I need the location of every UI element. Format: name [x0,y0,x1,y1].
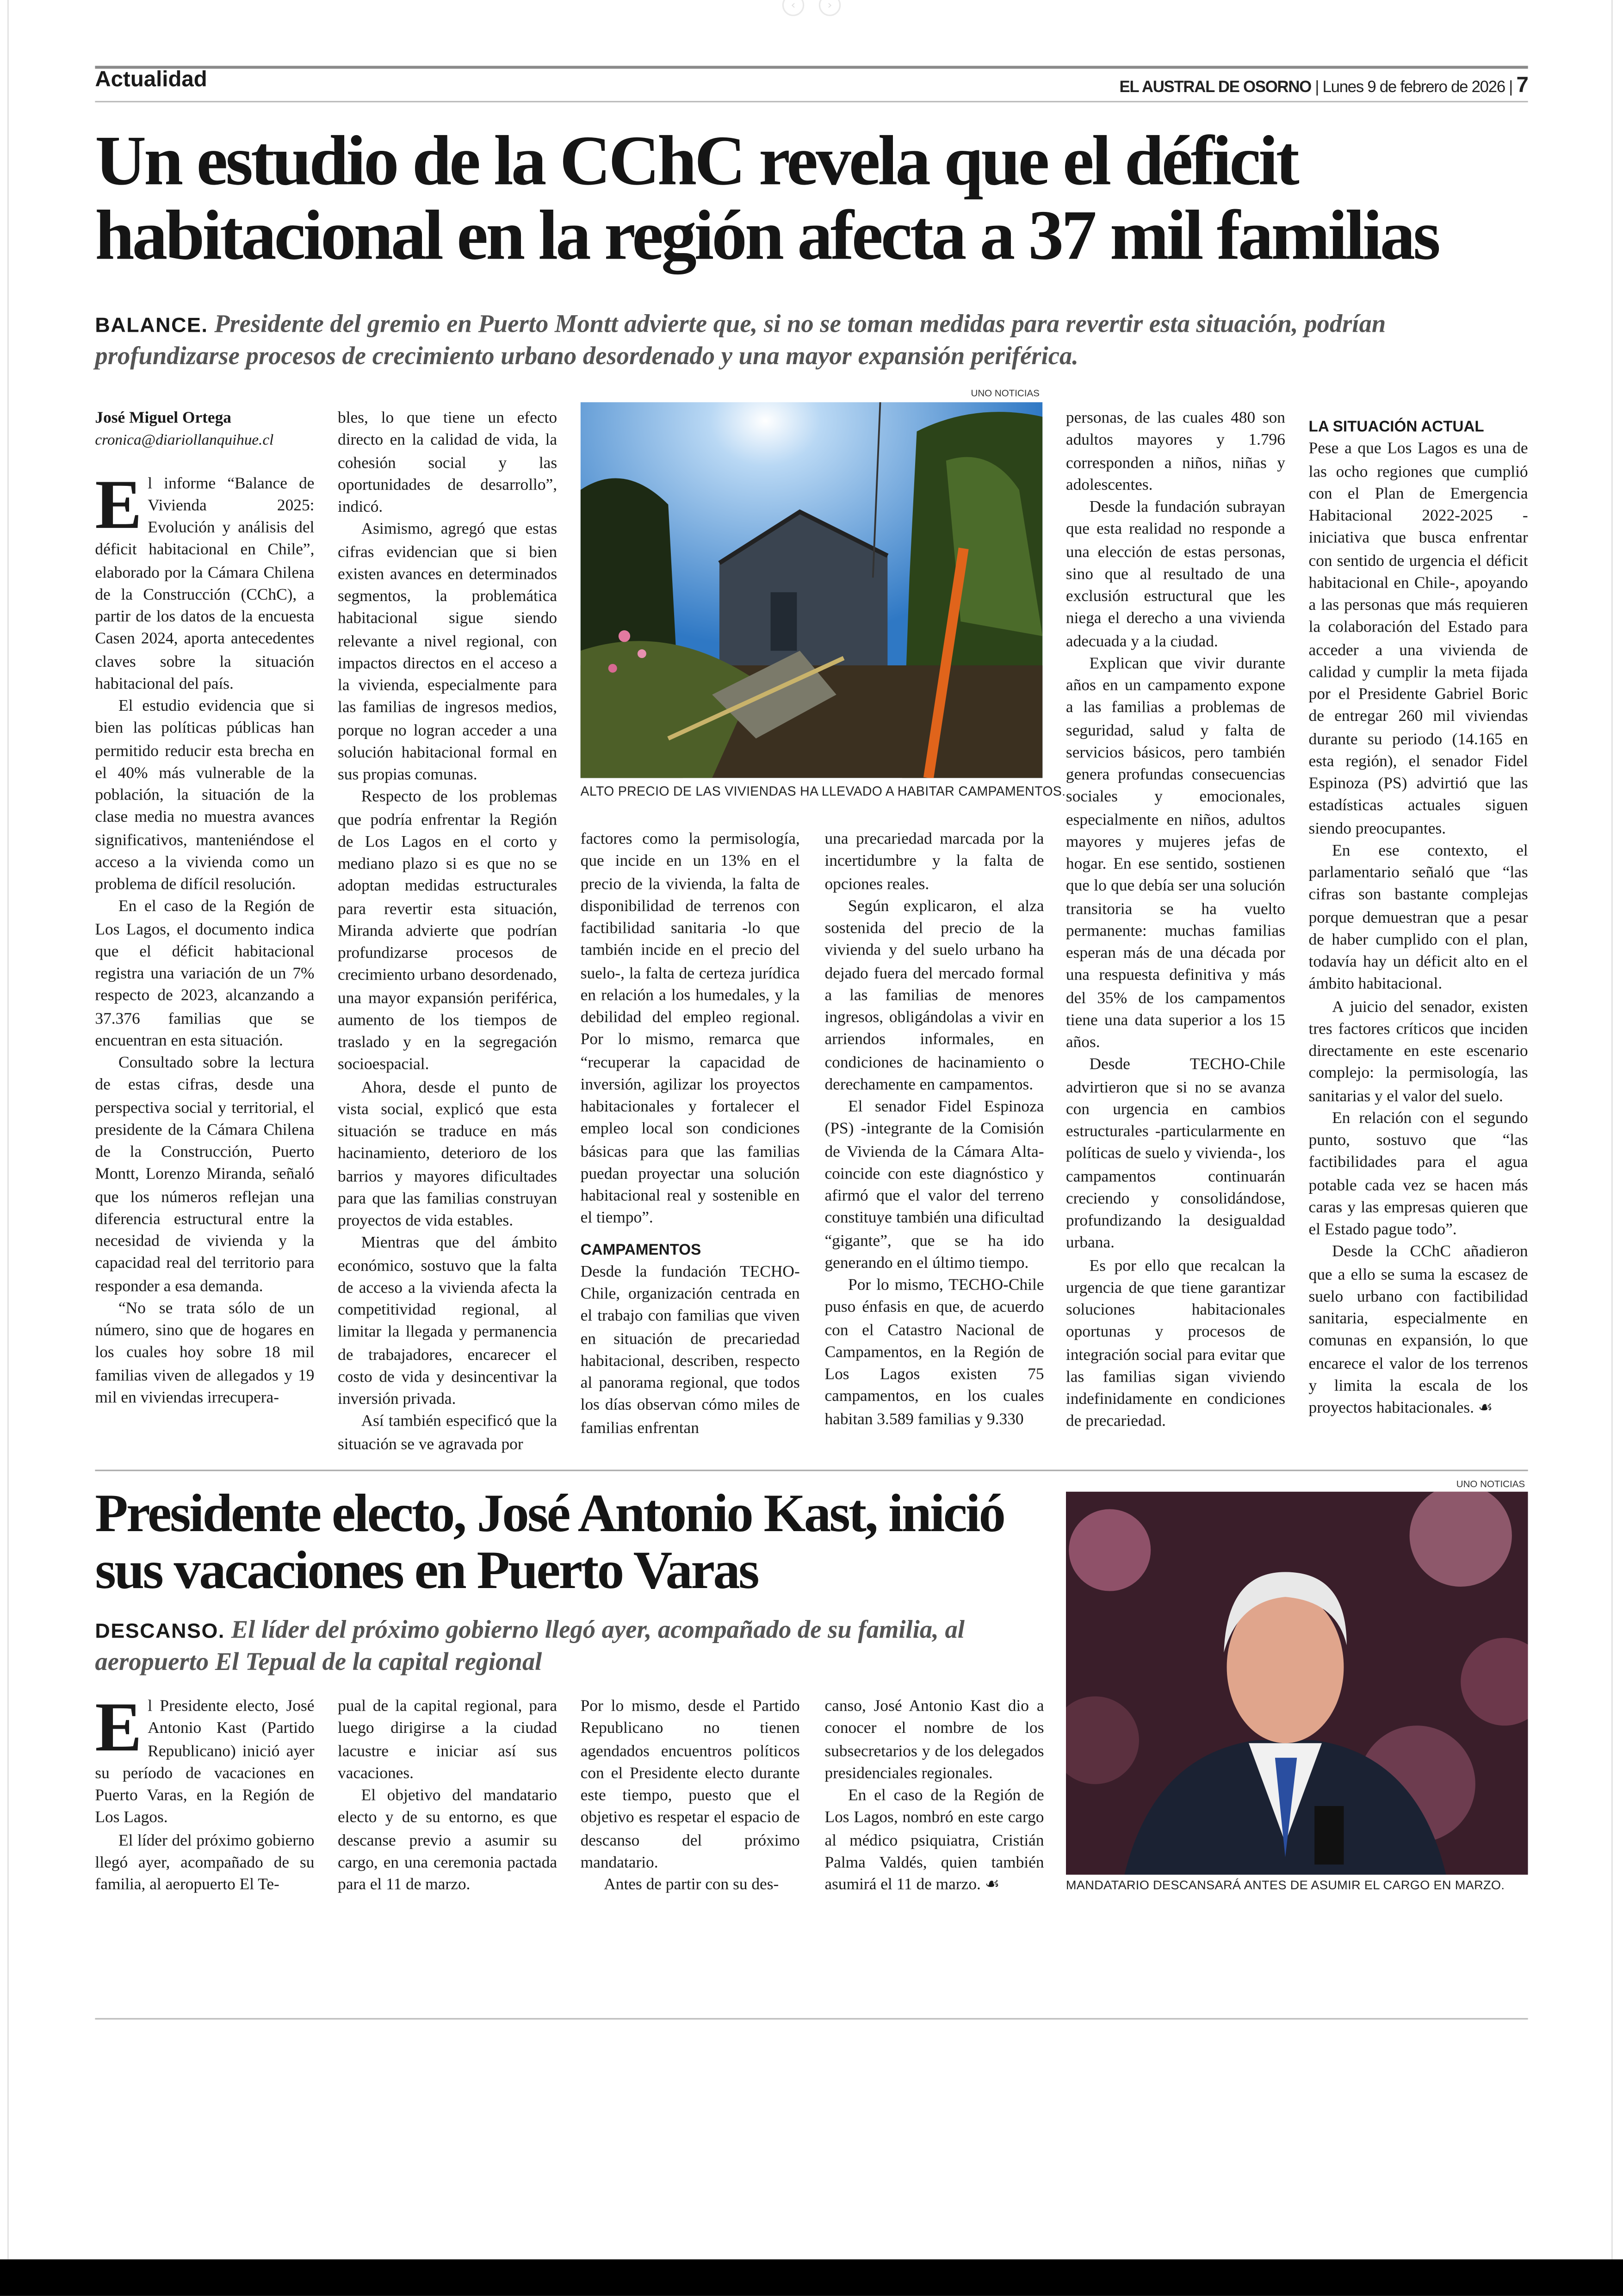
top-rule [95,66,1528,68]
paragraph: Por lo mismo, desde el Partido Republicano no tienen agendados encuentros políticos con el Presidente electo durante este tiempo, puesto que el objetivo es respetar el espacio de descanso del próximo mandatario. [580,1698,800,1872]
article-column [338,1696,557,1897]
president-elect-photo [1066,1492,1528,1875]
photo-caption: MANDATARIO DESCANSARÁ ANTES DE ASUMIR EL CARGO EN MARZO. [1065,1877,1505,1893]
paragraph: Asimismo, agregó que estas cifras evidencian que si bien existen avances en determinados segmentos, la problemática habitacional sigue siendo relevante a nivel regional, con impactos directos en el acceso a la vivienda, especialmente para las familias de ingresos medios, porque no logran acceder a una solución habitacional formal en sus propias comunas. [338,521,558,784]
paragraph: Antes de partir con su des- [604,1876,779,1894]
deck-text: Presidente del gremio en Puerto Montt advierte que, si no se toman medidas para revertir esta situación, podrían profundizarse procesos de crecimiento urbano desordenado y una mayor expansión periférica. [95,310,1386,371]
photo-credit: UNO NOTICIAS [1456,1480,1525,1490]
paragraph: personas, de las cuales 480 son adultos mayores y 1.796 corresponden a niños, niñas y adolescentes. [1065,409,1285,494]
page-edge [1611,0,1613,2259]
article-column [95,1689,315,1897]
paragraph: Desde la fundación TECHO-Chile, organización centrada en el trabajo con familias que viven en situación de precariedad habitacional, describen, respecto al panorama regional, que todos los días observan cómo miles de familias enfrentan [580,1263,800,1437]
paragraph: En ese contexto, el parlamentario señaló que “las cifras son bastante complejas porque demuestran que a pesar de haber cumplido con el plan, todavía hay un déficit alto en el ámbito habitacional. [1308,842,1528,993]
page-number: 7 [1516,73,1528,98]
article-headline: Un estudio de la CChC revela que el déficit habitacional en la región afecta a 37 mil familias [95,123,1438,275]
section-label: Actualidad [95,67,207,93]
paragraph: Ahora, desde el punto de vista social, explicó que esta situación se traduce en más hacinamiento, deterioro de los barrios y mayores dificultades para que las familias construyan proyectos de vida estables. [338,1078,558,1230]
paragraph: A juicio del senador, existen tres factores críticos que inciden directamente en este escenario complejo: la permisología, las sanitarias y el valor del suelo. [1308,998,1528,1105]
paragraph: El senador Fidel Espinoza (PS) -integrante de la Comisión de Vivienda de la Cámara Alta- coincide con este diagnóstico y afirmó que el valor del terreno constituye también una dificultad “gigante”, que se ha ido generando en el último tiempo. [824,1098,1044,1272]
article-column [824,1696,1044,1897]
paragraph: El estudio evidencia que si bien las políticas públicas han permitido reducir esta brecha en el 40% más vulnerable de la población, la situación de la clase media no muestra avances significativos, manteniéndose el acceso a la vivienda como un problema de difícil resolución. [95,697,315,894]
article-deck [95,1614,1045,1680]
paragraph: El líder del próximo gobierno llegó ayer, acompañado de su familia, al aeropuerto El Te- [95,1831,315,1894]
paragraph: Pese a que Los Lagos es una de las ocho regiones que cumplió con el Plan de Emergencia Habitacional 2022-2025 -iniciativa que busca enfrentar con sentido de urgencia el déficit habitacional en Chile-, apoyando a las personas que más requieren la colaboración del Estado para acceder a una vivienda de calidad y cumplir la meta fijada por el Presidente Gabriel Boric de entregar 260 mil viviendas durante su periodo (14.165 en esta región), el senador Fidel Espinoza (PS) advirtió que las estadísticas actuales siguen siendo preocupantes. [1308,441,1528,838]
paragraph: Respecto de los problemas que podría enfrentar la Región de Los Lagos en el corto y mediano plazo si es que no se adoptan medidas estructurales para revertir esta situación, Miranda advierte que podrían profundizarse procesos de crecimiento urbano desordenado, una mayor expansión periférica, aumento de los tiempos de traslado y en la segregación socioespacial. [338,788,558,1074]
article-column [824,829,1044,1431]
paragraph: Consultado sobre la lectura de estas cifras, desde una perspectiva social y territorial, el presidente de la Cámara Chilena de la Construcción, Puerto Montt, Lorenzo Miranda, señaló que los números reflejan una diferencia estructural entre la necesidad de vivienda y la capacidad real del territorio para responder a esa demanda. [95,1054,315,1295]
author-name: José Miguel Ortega [95,409,232,427]
deck-text: El líder del próximo gobierno llegó ayer, acompañado de su familia, al aeropuerto El Tepual de la capital regional [95,1616,965,1677]
paragraph: factores como la permisología, que incide en un 13% en el precio de la vivienda, la falta de disponibilidad de terrenos con factibilidad sanitaria -lo que también incide en el precio del suelo-, la falta de certeza jurídica en relación a los humedales, y la debilidad del empleo regional. Por lo mismo, remarca que “recuperar la capacidad de inversión, agilizar los proyectos habitacionales y fortalecer el empleo local son condiciones básicas para que las familias puedan proyectar una solución habitacional real y sostenible en el tiempo”. [580,831,800,1228]
paragraph: Explican que vivir durante años en un campamento expone a las familias a problemas de seguridad, salud y falta de servicios básicos, pero también genera profundas consecuencias sociales y emocionales, especialmente en niños, adultos mayores y mujeres jefas de hogar. En ese sentido, sostienen que lo que debía ser una solución transitoria se ha vuelto permanente: muchas familias esperan más de una década por una respuesta definitiva y más del 35% de los campamentos tiene una data superior a los 15 años. [1065,655,1285,1052]
paragraph: Por lo mismo, TECHO-Chile puso énfasis en que, de acuerdo con el Catastro Nacional de Campamentos, en la Región de Los Lagos existen 75 campamentos, en los cuales habitan 3.589 familias y 9.330 [824,1277,1044,1428]
section-subhead: CAMPAMENTOS [580,1241,701,1259]
paragraph: El objetivo del mandatario electo y de su entorno, es que descanse previo a asumir su cargo, en una ceremonia pactada para el 11 de marzo. [338,1787,558,1894]
paragraph: “No se trata sólo de un número, sino que de hogares en los cuales hoy sobre 18 mil familias viven de allegados y 19 mil en viviendas irrecupera- [95,1299,315,1407]
paragraph: Según explicaron, el alza sostenida del precio de la vivienda y del suelo urbano ha dejado fuera del mercado formal a las familias de menores ingresos, obligándolas a vivir en arriendos informales, en condiciones de hacinamiento o derechamente en campamentos. [824,897,1044,1094]
page-masthead: EL AUSTRAL DE OSORNO | Lunes 9 de febrero de 2026 | 7 [1119,73,1528,98]
paragraph: En el caso de la Región de Los Lagos, el documento indica que el déficit habitacional registra una variación de un 7% respecto de 2023, alcanzando a 37.376 familias que se encuentran en esta situación. [95,898,315,1050]
article-column [1066,408,1285,1434]
paragraph: Así también especificó que la situación se ve agravada por [338,1413,558,1453]
paragraph: Desde TECHO-Chile advirtieron que si no se avanza con urgencia en cambios estructurales -particularmente en políticas de suelo y vivienda-, los campamentos continuarán creciendo y consolidándose, profundizando la desigualdad urbana. [1065,1056,1285,1253]
issue-date: Lunes 9 de febrero de 2026 [1322,79,1505,97]
header-rule [95,101,1528,102]
author-email[interactable]: cronica@diariollanquihue.cl [95,433,274,450]
paragraph: Es por ello que recalcan la urgencia de que tiene garantizar soluciones habitacionales oportunas y procesos de integración social para evitar que las familias sigan viviendo indefinidamente en condiciones de precariedad. [1065,1257,1285,1431]
paragraph: El informe “Balance de Vivienda 2025: Evolución y análisis del déficit habitacional en Chile”, elaborado por la Cámara Chilena de la Construcción (CChC), a partir de los datos de la encuesta Casen 2024, aporta antecedentes claves sobre la situación habitacional del país. [95,465,315,693]
viewer-bottom-bar [0,2259,1623,2296]
byline-block [95,408,314,1410]
paragraph: En relación con el segundo punto, sostuvo que “las factibilidades para el agua potable cada vez se hacen más caras y las empresas quieren que el Estado pague todo”. [1308,1109,1528,1239]
paragraph: canso, José Antonio Kast dio a conocer el nombre de los subsecretarios y de los delegados presidenciales regionales. [824,1698,1044,1782]
president-elect-photo-image [1066,1492,1528,1875]
deck-kicker: DESCANSO. [95,1620,225,1644]
paragraph: bles, lo que tiene un efecto directo en la calidad de vida, la cohesión social y las oportunidades de desarrollo”, indicó. [338,409,558,516]
article-column [581,829,800,1440]
page-edge [7,0,9,2259]
paragraph: Mientras que del ámbito económico, sostuvo que la falta de acceso a la vivienda afecta la competitividad regional, al limitar la llegada y permanencia de trabajadores, encarecer el costo de vida y desincentivar la inversión privada. [338,1235,558,1409]
paragraph: una precariedad marcada por la incertidumbre y la falta de opciones reales. [824,831,1044,893]
paragraph: Desde la fundación subrayan que esta realidad no responde a una elección de estas personas, sino que al resultado de una exclusión estructural que les niega el derecho a una vivienda adecuada y a la ciudad. [1065,498,1285,650]
campamento-photo [581,402,1043,778]
sidebar-column [1309,408,1528,1421]
article-divider [95,1470,1528,1471]
paragraph: El Presidente electo, José Antonio Kast (Partido Republicano) inició ayer su período de vacaciones en Puerto Varas, en la Región de Los Lagos. [95,1689,315,1827]
photo-credit: UNO NOTICIAS [971,389,1040,399]
next-page-icon[interactable]: › [819,0,841,16]
article-deck [95,309,1535,374]
previous-page-icon[interactable]: ‹ [782,0,804,16]
section-subhead: LA SITUACIÓN ACTUAL [1308,418,1484,436]
paragraph: pual de la capital regional, para luego dirigirse a la ciudad lacustre e iniciar así sus vacaciones. [338,1698,558,1782]
newspaper-name: EL AUSTRAL DE OSORNO [1119,79,1311,97]
bottom-rule [95,2018,1528,2019]
campamento-photo-image [581,402,1043,778]
article-headline: Presidente electo, José Antonio Kast, inició sus vacaciones en Puerto Varas [95,1484,1004,1601]
paragraph: Desde la CChC añadieron que a ello se suma la escasez de suelo urbano con factibilidad sanitaria, especialmente en comunas en expansión, lo que encarece el valor de los terrenos y limita la escala de los proyectos habitacionales. ☙ [1308,1243,1528,1417]
photo-caption: ALTO PRECIO DE LAS VIVIENDAS HA LLEVADO A HABITAR CAMPAMENTOS. [580,783,1066,799]
deck-kicker: BALANCE. [95,314,208,338]
article-column [338,408,557,1456]
article-column [95,465,315,1409]
article-column [581,1696,800,1897]
paragraph: En el caso de la Región de Los Lagos, nombró en este cargo al médico psiquiatra, Cristián Palma Valdés, quien también asumirá el 11 de marzo. ☙ [824,1787,1044,1894]
